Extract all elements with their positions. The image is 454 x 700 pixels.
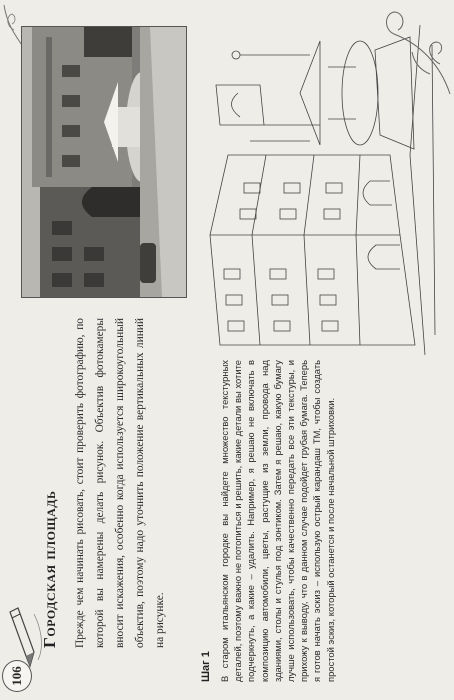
step-paragraph: В старом итальянском городке вы найдете множество текстурных деталей, поэтому важно не потопиться и решить, какие детали вы хотите подчеркнуть, а какие – удалить. Например, я решаю не включать в композицию автомобили, цветы, растущие из земли, провода над зданиями, столы и стулья под зонтиком. Затем я решаю, какую бумагу лучше использовать, чтобы качественно передать все эти текстуры, и прихожу к выводу, что в данном случае подойдет грубая бумага. Теперь я готов начать эскиз – использую острый карандаш ТМ, чтобы создать простой эскиз, который останется и после начальной штриховки.	[219, 360, 336, 682]
page-title: Городская площадь	[40, 490, 59, 648]
ornament-flourish-icon	[380, 4, 452, 104]
pencil-icon	[4, 600, 44, 670]
page-number: 106	[2, 660, 32, 692]
reference-photo	[22, 27, 186, 297]
step-heading: Шаг 1	[200, 651, 212, 682]
intro-paragraph: Прежде чем начинать рисовать, стоит проверить фотографию, по которой вы намерены делать рисунок. Объектив фотокамеры вносит искажения, особенно когда используется широкоугольный объектив, поэтому надо уточнить положение вертикальных линий на рисунке.	[74, 318, 166, 648]
